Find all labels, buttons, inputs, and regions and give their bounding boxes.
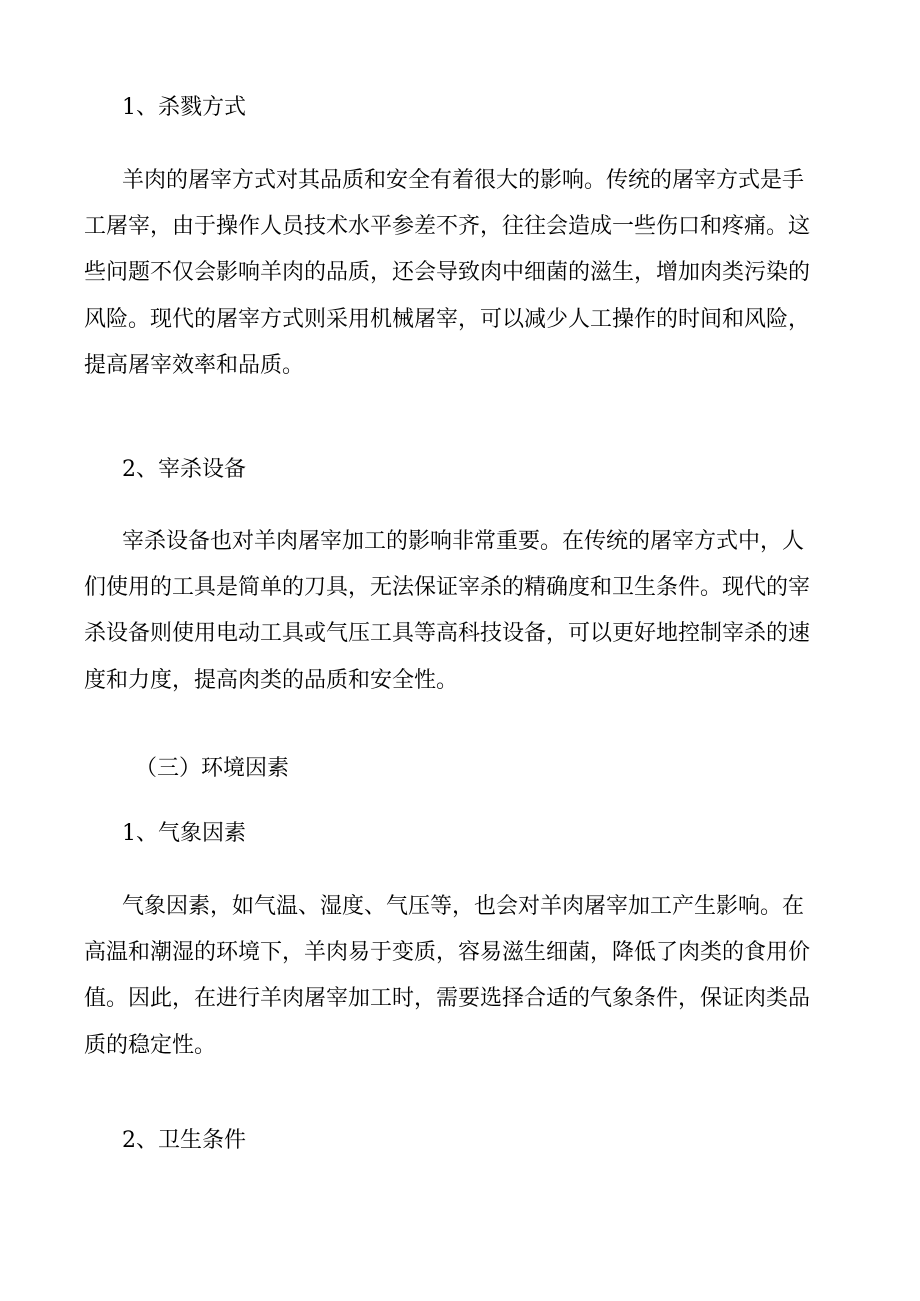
paragraph-line (122, 158, 842, 204)
paragraph-line: 度和力度，提高肉类的品质和安全性。 (84, 667, 459, 693)
section-heading-environment-factors: （三）环境因素 (135, 756, 290, 781)
paragraph-line: 宰杀设备也对羊肉屠宰加工的影响非常重要。在传统的屠宰方式中，人 (122, 529, 805, 554)
paragraph-line: 值。因此，在进行羊肉屠宰加工时，需要选择合适的气象条件，保证肉类品 (84, 986, 811, 1012)
paragraph-line: 些问题不仅会影响羊肉的品质，还会导致肉中细菌的滋生，增加肉类污染的 (84, 260, 811, 286)
paragraph-line: 风险。现代的屠宰方式则采用机械屠宰，可以减少人工操作的时间和风险， (84, 306, 811, 332)
paragraph-weather-factors (84, 884, 842, 1069)
section-heading-hygiene-conditions: 2、卫生条件 (122, 1128, 246, 1153)
paragraph-line: 高温和潮湿的环境下，羊肉易于变质，容易滋生细菌，降低了肉类的食用价 (84, 940, 811, 966)
paragraph-line: 杀设备则使用电动工具或气压工具等高科技设备，可以更好地控制宰杀的速 (84, 621, 811, 647)
paragraph-killing-method (84, 158, 842, 389)
paragraph-line: 们使用的工具是简单的刀具，无法保证宰杀的精确度和卫生条件。现代的宰 (84, 575, 811, 601)
paragraph-line: 气象因素，如气温、湿度、气压等，也会对羊肉屠宰加工产生影响。在 (122, 894, 805, 919)
paragraph-line: 质的稳定性。 (84, 1032, 217, 1058)
paragraph-line-text: 羊肉的屠宰方式对其品质和安全有着很大的影响。传统的屠宰方式是手 (122, 168, 805, 193)
paragraph-line: 提高屠宰效率和品质。 (84, 352, 305, 378)
section-heading-killing-method: 1、杀戮方式 (122, 95, 246, 120)
section-heading-weather-factors: 1、气象因素 (122, 821, 246, 846)
paragraph-line: 工屠宰，由于操作人员技术水平参差不齐，往往会造成一些伤口和疼痛。这 (84, 214, 811, 240)
section-heading-slaughter-equipment: 2、宰杀设备 (122, 457, 246, 482)
paragraph-slaughter-equipment (84, 519, 842, 704)
